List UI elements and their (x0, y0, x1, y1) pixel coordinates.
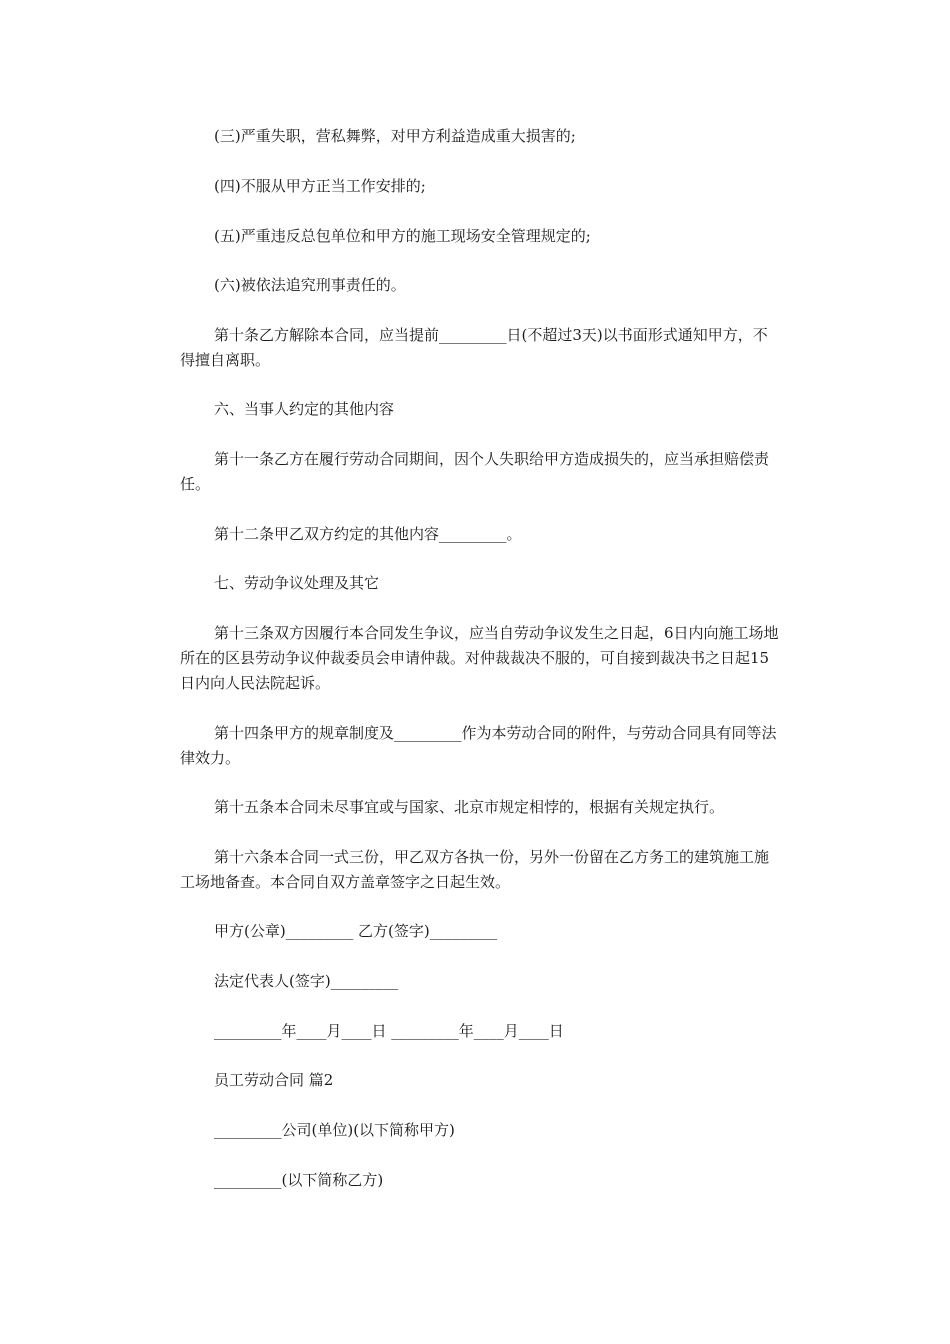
party-a-line: _________公司(单位)(以下简称甲方) (214, 1121, 455, 1139)
article-15: 第十五条本合同未尽事宜或与国家、北京市规定相悖的，根据有关规定执行。 (214, 798, 725, 816)
clause-item-4: (四)不服从甲方正当工作安排的; (214, 177, 426, 195)
contract-2-title: 员工劳动合同 篇2 (214, 1071, 334, 1089)
section-6-heading: 六、当事人约定的其他内容 (214, 400, 395, 418)
article-10: 第十条乙方解除本合同，应当提前_________日(不超过3天)以书面形式通知甲方，不得擅自离职。 (180, 326, 768, 369)
article-11: 第十一条乙方在履行劳动合同期间，因个人失职给甲方造成损失的，应当承担赔偿责任。 (180, 450, 770, 493)
clause-item-3: (三)严重失职，营私舞弊，对甲方利益造成重大损害的; (214, 127, 576, 145)
date-line: _________年____月____日 _________年____月____日 (214, 1022, 564, 1040)
clause-item-6: (六)被依法追究刑事责任的。 (214, 276, 406, 294)
article-14: 第十四条甲方的规章制度及_________作为本劳动合同的附件，与劳动合同具有同等法律效力。 (180, 724, 777, 767)
article-13: 第十三条双方因履行本合同发生争议，应当自劳动争议发生之日起，6日内向施工场地所在的区县劳动争议仲裁委员会申请仲裁。对仲裁裁决不服的，可自接到裁决书之日起15日内向人民法院起诉。 (180, 624, 779, 692)
article-12: 第十二条甲乙双方约定的其他内容_________。 (214, 525, 522, 543)
signature-line-parties: 甲方(公章)_________ 乙方(签字)_________ (214, 922, 498, 940)
section-7-heading: 七、劳动争议处理及其它 (214, 574, 380, 592)
signature-line-representative: 法定代表人(签字)_________ (214, 972, 399, 990)
party-b-line: _________(以下简称乙方) (214, 1171, 384, 1189)
clause-item-5: (五)严重违反总包单位和甲方的施工现场安全管理规定的; (214, 227, 591, 245)
article-16: 第十六条本合同一式三份，甲乙双方各执一份，另外一份留在乙方务工的建筑施工施工场地备查。本合同自双方盖章签字之日起生效。 (180, 848, 770, 891)
